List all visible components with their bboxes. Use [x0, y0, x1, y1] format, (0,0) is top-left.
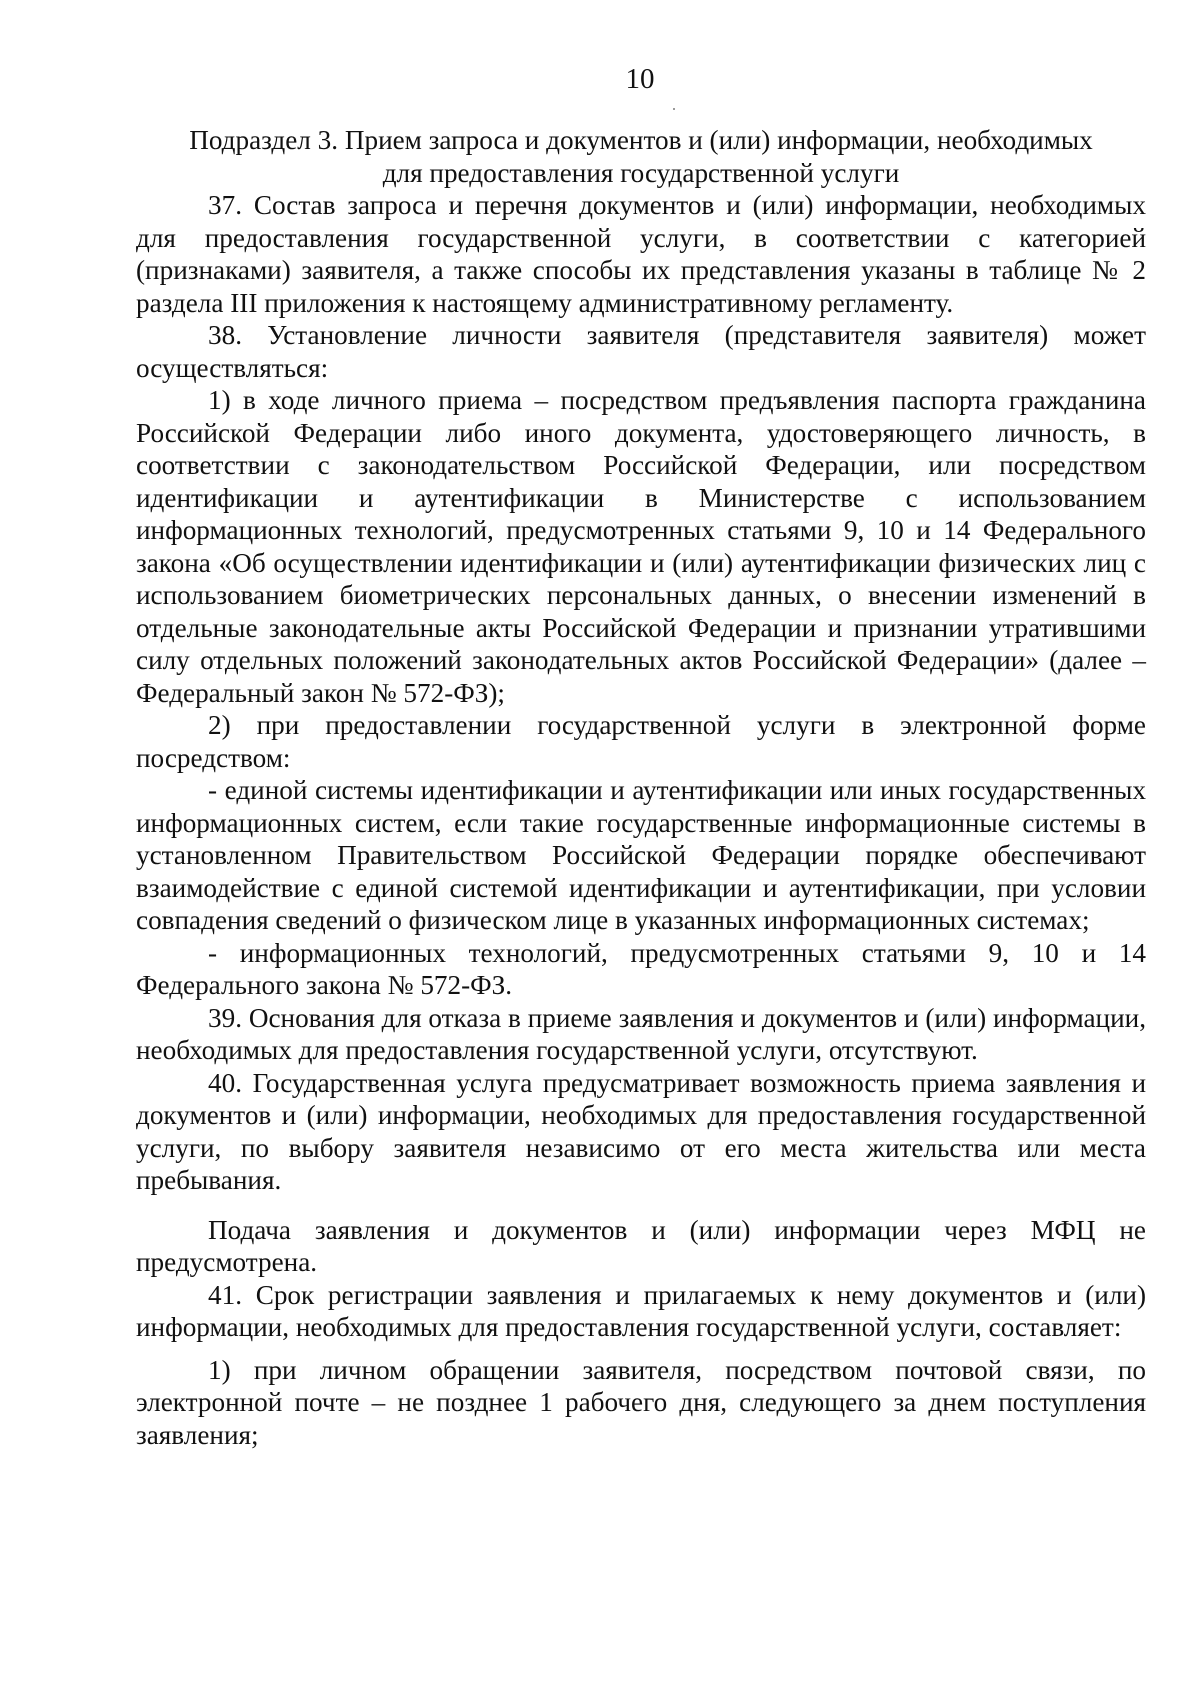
paragraph-37: 37. Состав запроса и перечня документов и (или) информации, необходимых для предоставления государственной услуги, в соответствии с категорией (признаками) заявителя, а также способы их представления указаны в таблице № 2 раздела III приложения к настоящему административному регламенту.: [136, 190, 1146, 318]
paragraph-38-item-2: 2) при предоставлении государственной услуги в электронной форме посредством:: [136, 710, 1146, 773]
subsection-heading-line-1: Подраздел 3. Прием запроса и документов и (или) информации, необходимых: [189, 125, 1093, 155]
paragraph-41-item-1: 1) при личном обращении заявителя, посредством почтовой связи, по электронной почте – не позднее 1 рабочего дня, следующего за днем поступления заявления;: [136, 1354, 1146, 1450]
paragraph-38-item-2-bullet-1: - единой системы идентификации и аутентификации или иных государственных информационных систем, если такие государственные информационные системы в установленном Правительством Российской Федерации порядке обеспечивают взаимодействие с единой системой идентификации и аутентификации, при условии совпадения сведений о физическом лице в указанных информационных системах;: [136, 775, 1146, 935]
paragraph-38-item-1: 1) в ходе личного приема – посредством предъявления паспорта гражданина Российской Федерации либо иного документа, удостоверяющего личность, в соответствии с законодательством Российской Федерации, или посредством идентификации и аутентификации в Министерстве с использованием информационных технологий, предусмотренных статьями 9, 10 и 14 Федерального закона «Об осуществлении идентификации и (или) аутентификации физических лиц с использованием биометрических персональных данных, о внесении изменений в отдельные законодательные акты Российской Федерации и признании утратившими силу отдельных положений законодательных актов Российской Федерации» (далее – Федеральный закон № 572-ФЗ);: [136, 385, 1146, 708]
paragraph-40-note: Подача заявления и документов и (или) информации через МФЦ не предусмотрена.: [136, 1214, 1146, 1277]
paragraph-41: 41. Срок регистрации заявления и прилагаемых к нему документов и (или) информации, необходимых для предоставления государственной услуги, составляет:: [136, 1279, 1146, 1342]
page-number: 10: [625, 63, 655, 95]
paragraph-38: 38. Установление личности заявителя (представителя заявителя) может осуществляться:: [136, 320, 1146, 383]
document-body: [136, 124, 1146, 1451]
paragraph-39: 39. Основания для отказа в приеме заявления и документов и (или) информации, необходимых для предоставления государственной услуги, отсутствуют.: [136, 1002, 1146, 1065]
paragraph-38-item-2-bullet-2: - информационных технологий, предусмотренных статьями 9, 10 и 14 Федерального закона № 572-ФЗ.: [136, 937, 1146, 1000]
paragraph-40: 40. Государственная услуга предусматривает возможность приема заявления и документов и (или) информации, необходимых для предоставления государственной услуги, по выбору заявителя независимо от его места жительства или места пребывания.: [136, 1067, 1146, 1195]
scan-speck: [673, 108, 675, 110]
subsection-heading-line-2: для предоставления государственной услуги: [382, 157, 900, 188]
subsection-heading: [136, 124, 1146, 189]
